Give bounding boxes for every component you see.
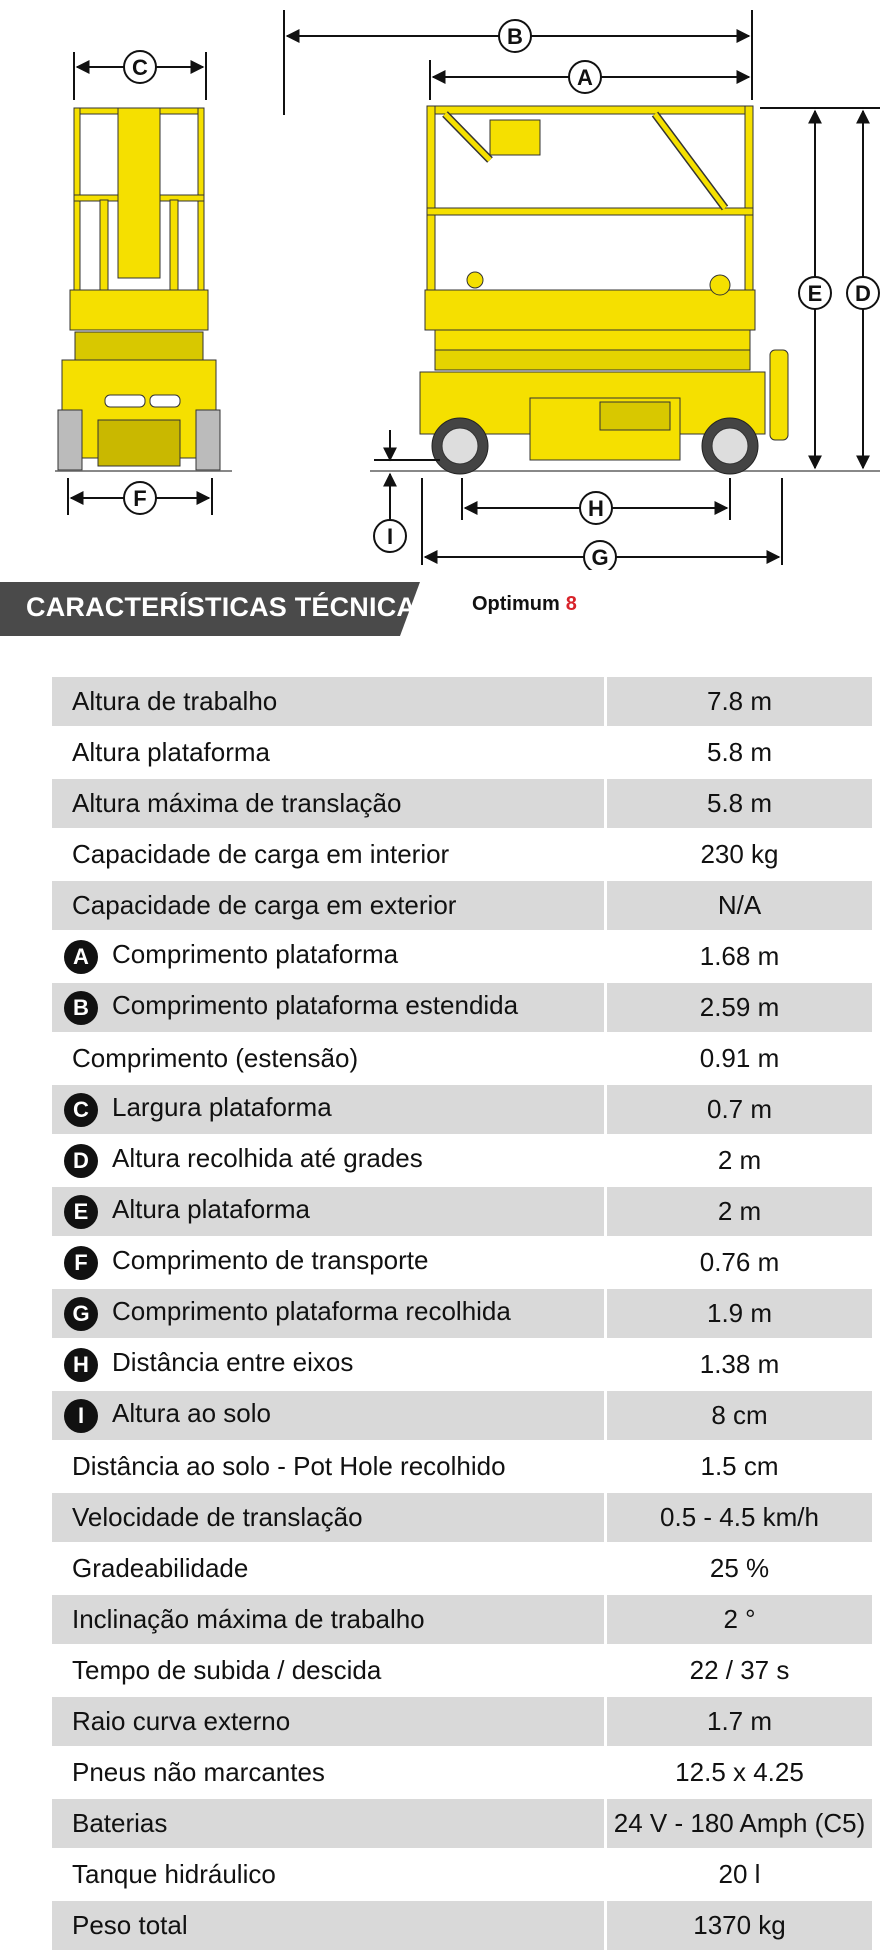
spec-value: 2 ° bbox=[606, 1594, 873, 1645]
spec-label-cell bbox=[52, 1900, 606, 1951]
spec-row bbox=[52, 1441, 872, 1492]
spec-value: 0.5 - 4.5 km/h bbox=[606, 1492, 873, 1543]
spec-label-cell bbox=[52, 1492, 606, 1543]
spec-value: 1.7 m bbox=[606, 1696, 873, 1747]
spec-label-cell bbox=[52, 1696, 606, 1747]
dimension-badge: F bbox=[64, 1246, 98, 1280]
spec-label: Altura recolhida até grades bbox=[112, 1143, 423, 1174]
spec-row bbox=[52, 1492, 872, 1543]
spec-row bbox=[52, 1033, 872, 1084]
dimension-badge: A bbox=[64, 940, 98, 974]
spec-label-cell bbox=[52, 778, 606, 829]
spec-label: Baterias bbox=[72, 1808, 168, 1838]
spec-label-cell bbox=[52, 1849, 606, 1900]
spec-label-cell bbox=[52, 880, 606, 931]
svg-text:A: A bbox=[577, 65, 593, 90]
spec-row bbox=[52, 1237, 872, 1288]
spec-label: Largura plataforma bbox=[112, 1092, 332, 1123]
spec-value: 22 / 37 s bbox=[606, 1645, 873, 1696]
spec-label: Comprimento plataforma bbox=[112, 939, 399, 970]
spec-label-cell bbox=[52, 1594, 606, 1645]
spec-value: 2 m bbox=[606, 1186, 873, 1237]
spec-label: Comprimento plataforma recolhida bbox=[112, 1296, 511, 1327]
section-title: CARACTERÍSTICAS TÉCNICAS bbox=[26, 592, 435, 622]
spec-label-cell bbox=[52, 677, 606, 727]
spec-value: 230 kg bbox=[606, 829, 873, 880]
spec-value: N/A bbox=[606, 880, 873, 931]
spec-row bbox=[52, 1696, 872, 1747]
dimension-label-I bbox=[374, 520, 406, 552]
dimension-badge: H bbox=[64, 1348, 98, 1382]
dimension-label-C bbox=[124, 51, 156, 83]
spec-label: Inclinação máxima de trabalho bbox=[72, 1604, 425, 1634]
spec-label-cell bbox=[52, 931, 606, 982]
spec-label: Altura plataforma bbox=[112, 1194, 310, 1225]
svg-text:E: E bbox=[807, 281, 823, 306]
spec-label-cell bbox=[52, 1798, 606, 1849]
spec-value: 25 % bbox=[606, 1543, 873, 1594]
spec-label: Pneus não marcantes bbox=[72, 1757, 325, 1787]
spec-label: Velocidade de translação bbox=[72, 1502, 363, 1532]
spec-value: 8 cm bbox=[606, 1390, 873, 1441]
spec-label: Comprimento (estensão) bbox=[72, 1043, 359, 1073]
spec-row bbox=[52, 1594, 872, 1645]
spec-label-cell bbox=[52, 1441, 606, 1492]
dimension-badge: I bbox=[64, 1399, 98, 1433]
svg-text:H: H bbox=[588, 496, 604, 521]
spec-label-cell bbox=[52, 1288, 606, 1339]
svg-text:I: I bbox=[386, 524, 394, 549]
spec-label: Altura ao solo bbox=[112, 1398, 271, 1429]
spec-label-cell bbox=[52, 1135, 606, 1186]
spec-value: 5.8 m bbox=[606, 727, 873, 778]
spec-value: 1.68 m bbox=[606, 931, 873, 982]
spec-row bbox=[52, 1135, 872, 1186]
spec-value: 24 V - 180 Amph (C5) bbox=[606, 1798, 873, 1849]
spec-value: 20 l bbox=[606, 1849, 873, 1900]
spec-label: Raio curva externo bbox=[72, 1706, 291, 1736]
model-label bbox=[472, 593, 577, 616]
spec-value: 0.91 m bbox=[606, 1033, 873, 1084]
spec-row bbox=[52, 778, 872, 829]
spec-value: 2.59 m bbox=[606, 982, 873, 1033]
svg-text:G: G bbox=[591, 545, 609, 570]
spec-label-cell bbox=[52, 1747, 606, 1798]
spec-label-cell bbox=[52, 1237, 606, 1288]
spec-label: Tanque hidráulico bbox=[72, 1859, 276, 1889]
spec-row bbox=[52, 727, 872, 778]
spec-label-cell bbox=[52, 1084, 606, 1135]
dimension-label-E bbox=[799, 277, 831, 309]
svg-text:D: D bbox=[855, 281, 871, 306]
spec-label: Altura de trabalho bbox=[72, 686, 278, 716]
spec-label-cell bbox=[52, 1645, 606, 1696]
spec-row bbox=[52, 1645, 872, 1696]
dimension-label-A bbox=[569, 61, 601, 93]
spec-row bbox=[52, 1798, 872, 1849]
spec-row bbox=[52, 880, 872, 931]
model-number: 8 bbox=[565, 593, 577, 615]
dimension-badge: G bbox=[64, 1297, 98, 1331]
spec-value: 12.5 x 4.25 bbox=[606, 1747, 873, 1798]
spec-label: Distância ao solo - Pot Hole recolhido bbox=[72, 1451, 506, 1481]
spec-row bbox=[52, 1900, 872, 1951]
dimension-label-F bbox=[124, 482, 156, 514]
dimension-label-D bbox=[847, 277, 879, 309]
spec-value: 1.5 cm bbox=[606, 1441, 873, 1492]
spec-value: 5.8 m bbox=[606, 778, 873, 829]
spec-label-cell bbox=[52, 1033, 606, 1084]
specs-table bbox=[52, 677, 872, 1952]
spec-row bbox=[52, 1849, 872, 1900]
spec-row bbox=[52, 1084, 872, 1135]
spec-row bbox=[52, 931, 872, 982]
spec-row bbox=[52, 1186, 872, 1237]
spec-label: Peso total bbox=[72, 1910, 188, 1940]
spec-label: Gradeabilidade bbox=[72, 1553, 249, 1583]
svg-text:F: F bbox=[133, 486, 147, 511]
dimension-label-H bbox=[580, 492, 612, 524]
spec-label-cell bbox=[52, 829, 606, 880]
spec-value: 2 m bbox=[606, 1135, 873, 1186]
dimension-badge: C bbox=[64, 1093, 98, 1127]
svg-text:C: C bbox=[132, 55, 148, 80]
svg-text:B: B bbox=[507, 24, 523, 49]
spec-value: 0.7 m bbox=[606, 1084, 873, 1135]
spec-value: 7.8 m bbox=[606, 677, 873, 727]
spec-row bbox=[52, 829, 872, 880]
spec-row bbox=[52, 1747, 872, 1798]
spec-value: 1.38 m bbox=[606, 1339, 873, 1390]
spec-row bbox=[52, 1543, 872, 1594]
spec-label: Comprimento de transporte bbox=[112, 1245, 429, 1276]
spec-label: Altura plataforma bbox=[72, 737, 270, 767]
scissor-lift-dimension-diagram bbox=[0, 0, 890, 570]
spec-value: 1370 kg bbox=[606, 1900, 873, 1951]
model-name: Optimum bbox=[472, 593, 560, 615]
spec-label: Distância entre eixos bbox=[112, 1347, 354, 1378]
spec-label: Capacidade de carga em exterior bbox=[72, 890, 457, 920]
dimension-badge: B bbox=[64, 991, 98, 1025]
spec-label-cell bbox=[52, 1543, 606, 1594]
spec-label: Tempo de subida / descida bbox=[72, 1655, 382, 1685]
dimension-label-B bbox=[499, 20, 531, 52]
spec-label-cell bbox=[52, 1186, 606, 1237]
dimension-badge: D bbox=[64, 1144, 98, 1178]
spec-row bbox=[52, 1390, 872, 1441]
spec-label-cell bbox=[52, 727, 606, 778]
dimension-label-G bbox=[584, 541, 616, 570]
spec-label: Altura máxima de translação bbox=[72, 788, 402, 818]
spec-label-cell bbox=[52, 982, 606, 1033]
spec-label: Comprimento plataforma estendida bbox=[112, 990, 519, 1021]
spec-value: 1.9 m bbox=[606, 1288, 873, 1339]
spec-value: 0.76 m bbox=[606, 1237, 873, 1288]
spec-row bbox=[52, 982, 872, 1033]
dimension-badge: E bbox=[64, 1195, 98, 1229]
spec-label-cell bbox=[52, 1339, 606, 1390]
spec-row bbox=[52, 1339, 872, 1390]
spec-label: Capacidade de carga em interior bbox=[72, 839, 450, 869]
front-view-machine bbox=[58, 108, 220, 470]
side-view-machine bbox=[420, 106, 788, 474]
spec-label-cell bbox=[52, 1390, 606, 1441]
spec-row bbox=[52, 1288, 872, 1339]
spec-row bbox=[52, 677, 872, 727]
